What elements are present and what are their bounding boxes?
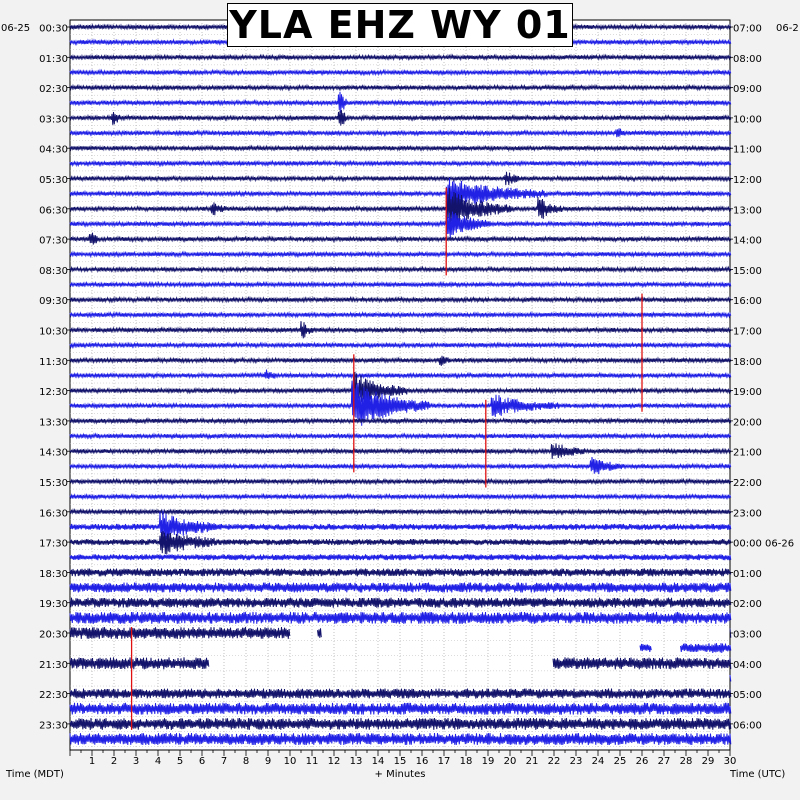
x-tick-label: 22: [547, 756, 561, 767]
x-axis-label: + Minutes: [374, 769, 426, 780]
x-tick-label: 28: [679, 756, 693, 767]
x-tick-label: 9: [264, 756, 272, 767]
left-time-label: 23:30: [39, 720, 68, 732]
left-time-label: 18:30: [39, 568, 68, 580]
right-time-label: 03:00: [733, 629, 762, 641]
left-time-label: 00:30: [39, 23, 68, 35]
left-time-label: 02:30: [39, 84, 68, 96]
right-date-label: 06-2: [776, 23, 799, 34]
right-time-label: 07:00: [733, 23, 762, 35]
right-time-label: 04:00: [733, 659, 762, 671]
right-time-label: 02:00: [733, 599, 762, 611]
x-tick-label: 13: [349, 756, 363, 767]
x-tick-label: 1: [88, 756, 96, 767]
x-tick-label: 30: [723, 756, 737, 767]
right-time-label: 18:00: [733, 356, 762, 368]
left-time-label: 04:30: [39, 144, 68, 156]
x-tick-label: 24: [591, 756, 605, 767]
right-time-label: 22:00: [733, 478, 762, 489]
x-tick-label: 3: [132, 756, 140, 767]
left-time-label: 11:30: [39, 356, 68, 368]
x-tick-label: 2: [110, 756, 118, 767]
x-tick-label: 4: [154, 756, 162, 767]
x-tick-label: 19: [481, 756, 495, 767]
left-time-label: 07:30: [39, 235, 68, 247]
left-time-label: 19:30: [39, 599, 68, 611]
left-time-label: 15:30: [39, 478, 68, 489]
x-tick-label: 20: [503, 756, 517, 767]
right-time-label: 16:00: [733, 296, 762, 308]
left-time-label: 21:30: [39, 659, 68, 671]
x-tick-label: 6: [198, 756, 206, 767]
x-tick-label: 14: [371, 756, 385, 767]
x-tick-label: 17: [437, 756, 451, 767]
left-time-label: 12:30: [39, 387, 68, 399]
left-time-label: 05:30: [39, 175, 68, 186]
x-tick-label: 18: [459, 756, 473, 767]
left-date-label: 06-25: [1, 23, 31, 34]
right-time-label: 08:00: [733, 53, 762, 65]
x-tick-label: 7: [220, 756, 228, 767]
right-time-label: 21:00: [733, 447, 762, 459]
right-time-label: 15:00: [733, 265, 762, 277]
x-tick-label: 27: [657, 756, 671, 767]
left-time-label: 09:30: [39, 296, 68, 308]
left-time-label: 22:30: [39, 690, 68, 702]
right-time-label: 01:00: [733, 568, 762, 580]
right-time-label: 23:00: [733, 508, 762, 520]
x-tick-label: 5: [176, 756, 184, 767]
left-time-label: 16:30: [39, 508, 68, 520]
left-axis-label: Time (MDT): [6, 769, 64, 780]
right-time-label: 06:00: [733, 720, 762, 732]
x-tick-label: 23: [569, 756, 583, 767]
right-time-label: 00:00 06-26: [733, 538, 795, 550]
x-tick-label: 11: [305, 756, 319, 767]
left-time-label: 20:30: [39, 629, 68, 641]
right-time-label: 10:00: [733, 114, 762, 126]
right-time-label: 19:00: [733, 387, 762, 399]
left-time-label: 03:30: [39, 114, 68, 126]
chart-title: YLA EHZ WY 01: [227, 3, 573, 47]
x-tick-label: 15: [393, 756, 407, 767]
left-time-label: 10:30: [39, 326, 68, 338]
right-time-label: 14:00: [733, 235, 762, 247]
right-time-label: 20:00: [733, 417, 762, 429]
right-time-label: 17:00: [733, 326, 762, 338]
right-time-label: 12:00: [733, 175, 762, 186]
left-time-label: 01:30: [39, 53, 68, 65]
x-tick-label: 29: [701, 756, 715, 767]
x-tick-label: 16: [415, 756, 429, 767]
right-time-label: 05:00: [733, 690, 762, 702]
left-time-label: 14:30: [39, 447, 68, 459]
left-time-label: 06:30: [39, 205, 68, 217]
x-tick-label: 10: [283, 756, 297, 767]
x-tick-label: 26: [635, 756, 649, 767]
right-time-label: 09:00: [733, 84, 762, 96]
left-time-label: 08:30: [39, 265, 68, 277]
x-tick-label: 21: [525, 756, 539, 767]
x-tick-label: 8: [242, 756, 250, 767]
x-tick-label: 12: [327, 756, 341, 767]
x-tick-label: 25: [613, 756, 627, 767]
right-axis-label: Time (UTC): [730, 769, 786, 780]
left-time-label: 13:30: [39, 417, 68, 429]
left-time-label: 17:30: [39, 538, 68, 550]
right-time-label: 11:00: [733, 144, 762, 156]
right-time-label: 13:00: [733, 205, 762, 217]
